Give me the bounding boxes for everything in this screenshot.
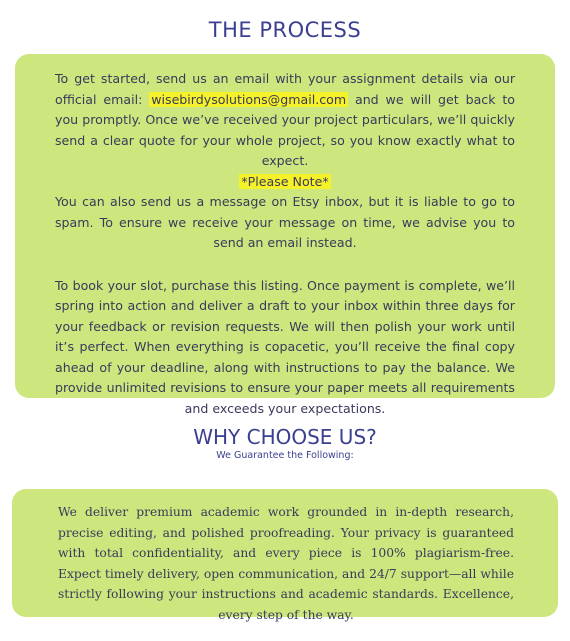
- intro-before-email: To get started, send us an email with your assignment details via our official email:: [55, 71, 515, 107]
- process-card: [15, 54, 555, 416]
- process-heading: THE PROCESS: [208, 18, 362, 42]
- why-subheading: We Guarantee the Following:: [216, 450, 354, 461]
- email-address[interactable]: wisebirdysolutions@gmail.com: [151, 91, 347, 107]
- why-heading: WHY CHOOSE US?: [193, 425, 377, 449]
- why-body-paragraph: We deliver premium academic work grounded in in-depth research, precise editing, and polished proofreading. Your privacy is guaranteed with total confidentiality, and every piece is 100% plagiarism-free. Expect timely delivery, open communication, and 24/7 support—all while strictly following your instructions and academic standards. Excellence, every step of the way.: [58, 505, 514, 622]
- please-note-label: *Please Note*: [241, 173, 329, 189]
- please-note-line: [55, 172, 515, 193]
- paragraph-spacer: [55, 254, 515, 276]
- note-paragraph: You can also send us a message on Etsy inbox, but it is liable to go to spam. To ensure we receive your message on time, we advise you to send an email instead.: [55, 194, 515, 250]
- booking-paragraph: To book your slot, purchase this listing. Once payment is complete, we’ll spring into action and deliver a draft to your inbox within three days for your feedback or revision requests. We will then polish your work until it’s perfect. When everything is copacetic, you’ll receive the final copy ahead of your deadline, along with instructions to pay the balance. We provide unlimited revisions to ensure your paper meets all requirements and exceeds your expectations.: [55, 277, 515, 416]
- process-intro-paragraph: [55, 69, 515, 172]
- intro-after-email: and we will get back to you promptly. Once we’ve received your project particulars, we’ll quickly send a clear quote for your whole project, so you know exactly what to expect.: [55, 91, 515, 168]
- why-card: [12, 489, 558, 622]
